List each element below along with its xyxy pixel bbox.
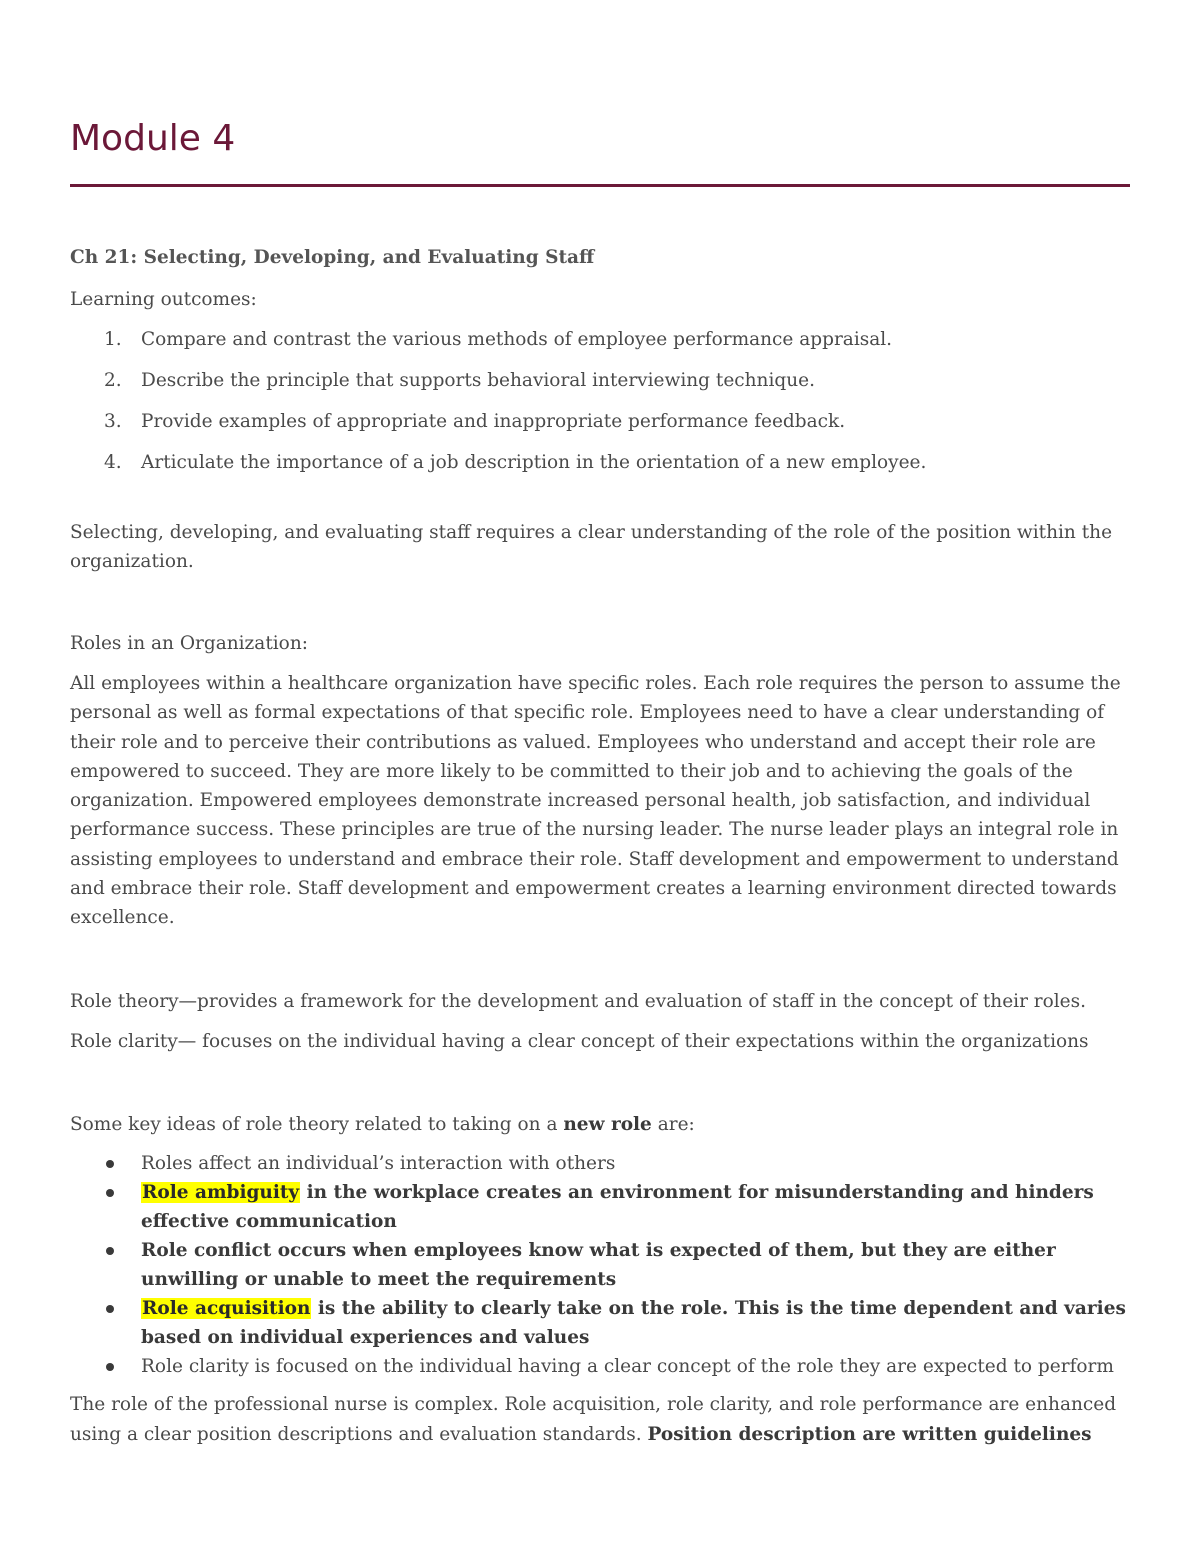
closing-paragraph [70, 1390, 1130, 1449]
list-item [70, 448, 1130, 478]
key-ideas-lead-end: are: [651, 1113, 695, 1135]
title-divider [70, 184, 1130, 187]
list-item-text: Describe the principle that supports behavioral interviewing technique. [141, 370, 815, 391]
key-ideas-lead-bold: new role [563, 1113, 652, 1135]
module-title: Module 4 [70, 118, 236, 159]
list-item-text: Compare and contrast the various methods of employee performance appraisal. [141, 329, 893, 350]
bullet-icon [106, 1247, 114, 1255]
list-item [70, 407, 1130, 437]
list-number: 4. [104, 452, 122, 473]
list-number: 1. [104, 329, 122, 350]
list-item-text: Provide examples of appropriate and inappropriate performance feedback. [141, 411, 846, 432]
list-item [70, 1149, 1130, 1178]
document-body [70, 243, 1130, 1449]
highlighted-term: Role acquisition [142, 1298, 311, 1320]
list-number: 3. [104, 411, 122, 432]
learning-outcomes-list [70, 325, 1130, 478]
list-item-text: Role conflict occurs when employees know what is expected of them, but they are either unwilling or unable to meet the requirements [141, 1240, 1056, 1291]
list-item-text: Roles affect an individual’s interaction with others [141, 1153, 616, 1175]
list-item [70, 366, 1130, 396]
closing-text: The role of the professional nurse is complex. Role acquisition, role clarity, and role performance are enhanced using a clear position descriptions and evaluation standards. [70, 1394, 1117, 1445]
roles-paragraph: All employees within a healthcare organization have specific roles. Each role requires the person to assume the personal as well as formal expectations of that specific role. Employees need to have a clear understanding of their role and to perceive their contributions as valued. Employees who understand and accept their role are empowered to succeed. They are more likely to be committed to their job and to achieving the goals of the organization. Empowered employees demonstrate increased personal health, job satisfaction, and individual performance success. These principles are true of the nursing leader. The nurse leader plays an integral role in assisting employees to understand and embrace their role. Staff development and empowerment to understand and embrace their role. Staff development and empowerment creates a learning environment directed towards excellence. [70, 673, 1121, 929]
chapter-heading: Ch 21: Selecting, Developing, and Evaluating Staff [70, 247, 595, 268]
bullet-icon [106, 1160, 114, 1168]
list-item-text: Role clarity is focused on the individual having a clear concept of the role they are expected to perform [141, 1356, 1114, 1378]
closing-bold-text: Position description are written guidelines [647, 1423, 1092, 1445]
list-item [70, 325, 1130, 355]
bullet-icon [106, 1363, 114, 1371]
list-item [70, 1236, 1130, 1294]
list-item-text: in the workplace creates an environment for misunderstanding and hinders effective communication [141, 1182, 1094, 1233]
list-item [70, 1352, 1130, 1381]
role-clarity-definition: Role clarity— focuses on the individual having a clear concept of their expectations within the organizations [70, 1031, 1089, 1053]
list-item [70, 1294, 1130, 1352]
list-item [70, 1178, 1130, 1236]
role-theory-definition: Role theory—provides a framework for the development and evaluation of staff in the concept of their roles. [70, 990, 1087, 1012]
key-ideas-list [70, 1149, 1130, 1381]
bullet-icon [106, 1305, 114, 1313]
key-ideas-lead-text: Some key ideas of role theory related to taking on a [70, 1113, 564, 1135]
highlighted-term: Role ambiguity [142, 1182, 300, 1204]
outcomes-label: Learning outcomes: [70, 288, 257, 310]
list-item-text: is the ability to clearly take on the role. This is the time dependent and varies based on individual experiences and values [141, 1298, 1126, 1349]
key-ideas-lead [70, 1110, 1130, 1140]
list-item-text: Articulate the importance of a job description in the orientation of a new employee. [141, 452, 927, 473]
list-number: 2. [104, 370, 122, 391]
intro-paragraph: Selecting, developing, and evaluating staff requires a clear understanding of the role of the position within the organization. [70, 521, 1113, 572]
roles-heading: Roles in an Organization: [70, 632, 308, 654]
bullet-icon [106, 1189, 114, 1197]
